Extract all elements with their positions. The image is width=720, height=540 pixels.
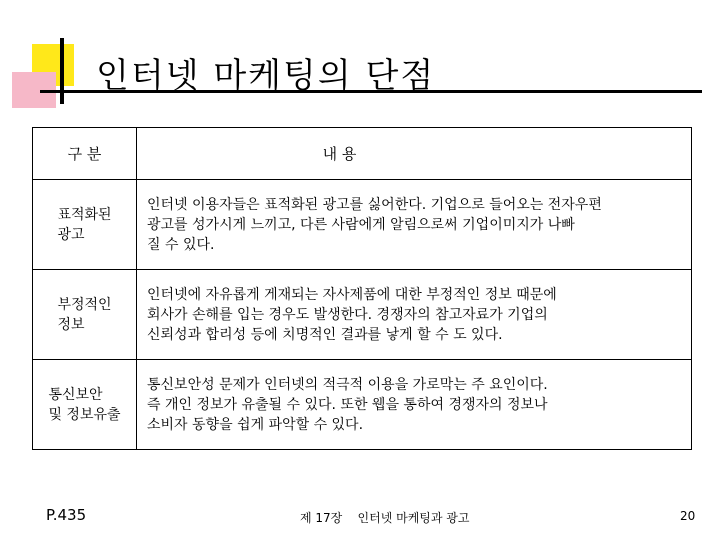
header-category: 구 분 bbox=[33, 128, 137, 180]
table-row bbox=[33, 270, 692, 360]
footer-page-ref: P.435 bbox=[46, 506, 87, 524]
table-header-row bbox=[33, 128, 692, 180]
row-category: 부정적인 정보 bbox=[33, 270, 137, 360]
decor-vertical-line bbox=[60, 38, 64, 104]
row-content: 인터넷 이용자들은 표적화된 광고를 싫어한다. 기업으로 들어오는 전자우편 광고를 성가시게 느끼고, 다른 사람에게 알림으로써 기업이미지가 나빠 질 수 있다. bbox=[137, 180, 692, 270]
table-row bbox=[33, 180, 692, 270]
header-content: 내 용 bbox=[137, 128, 692, 180]
row-content: 통신보안성 문제가 인터넷의 적극적 이용을 가로막는 주 요인이다. 즉 개인 정보가 유출될 수 있다. 또한 웹을 통하여 경쟁자의 정보나 소비자 동향을 쉽게 파악할 수 있다. bbox=[137, 360, 692, 450]
footer-chapter: 제 17장 인터넷 마케팅과 광고 bbox=[300, 511, 470, 525]
row-content: 인터넷에 자유롭게 게재되는 자사제품에 대한 부정적인 정보 때문에 회사가 손해를 입는 경우도 발생한다. 경쟁자의 참고자료가 기업의 신뢰성과 합리성 등에 치명적인 결과를 낳게 할 수 도 있다. bbox=[137, 270, 692, 360]
footer-page-number: 20 bbox=[680, 509, 696, 523]
content-table bbox=[32, 127, 692, 450]
slide-title: 인터넷 마케팅의 단점 bbox=[96, 56, 436, 96]
row-category: 통신보안 및 정보유출 bbox=[33, 360, 137, 450]
row-category: 표적화된 광고 bbox=[33, 180, 137, 270]
table-row bbox=[33, 360, 692, 450]
